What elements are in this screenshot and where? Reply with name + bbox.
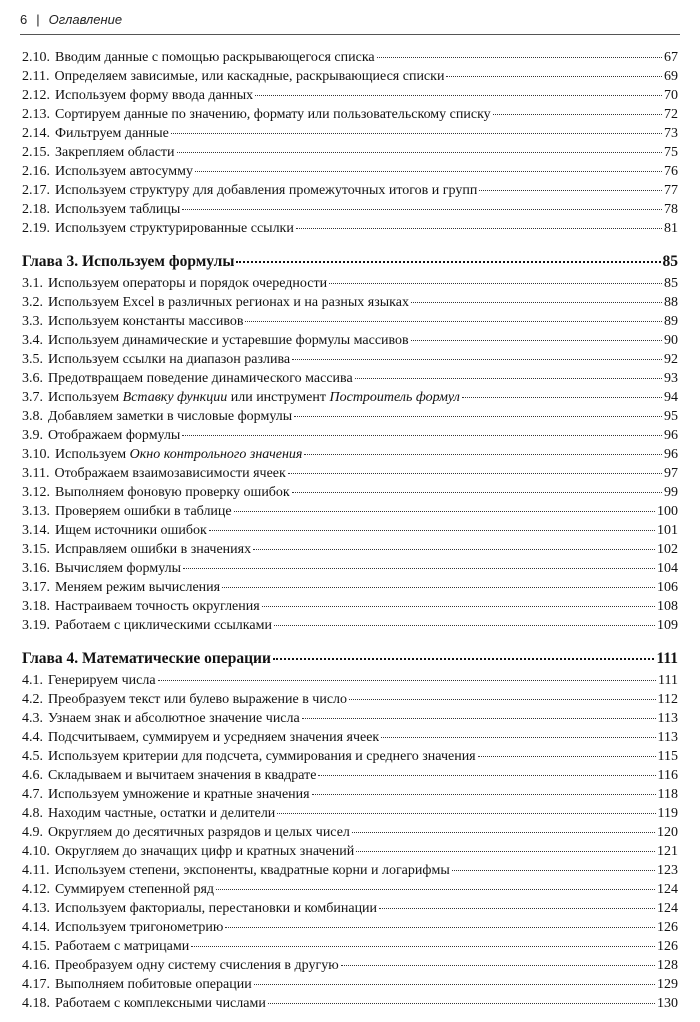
entry-title: Закрепляем области — [55, 145, 175, 160]
page-ref: 96 — [664, 447, 678, 462]
dot-leader — [452, 870, 655, 871]
dot-leader — [234, 511, 655, 512]
page-ref: 123 — [657, 863, 678, 878]
entry-title: Выполняем побитовые операции — [55, 977, 252, 992]
page-ref: 77 — [664, 183, 678, 198]
entry-title: Меняем режим вычисления — [55, 580, 221, 595]
entry-number: 3.6. — [22, 371, 43, 386]
entry-title: Проверяем ошибки в таблице — [55, 504, 232, 519]
toc-entry — [22, 388, 678, 407]
entry-number: 2.15. — [22, 145, 50, 160]
entry-number: 3.12. — [22, 485, 50, 500]
toc-entry — [22, 918, 678, 937]
dot-leader — [411, 302, 662, 303]
chapter-spacer — [22, 635, 678, 647]
entry-number: 3.18. — [22, 599, 50, 614]
toc-entry — [22, 804, 678, 823]
page-ref: 101 — [657, 523, 678, 538]
page-ref: 109 — [657, 618, 678, 633]
entry-number: 2.18. — [22, 202, 50, 217]
entry-number: 3.5. — [22, 352, 43, 367]
entry-title: Используем умножение и кратные значения — [48, 787, 310, 802]
toc-entry — [22, 540, 678, 559]
entry-title: Подсчитываем, суммируем и усредняем значения ячеек — [48, 730, 380, 745]
entry-number: 4.1. — [22, 673, 43, 688]
dot-leader — [273, 658, 655, 660]
toc-entry — [22, 559, 678, 578]
dot-leader — [254, 984, 655, 985]
toc-entry — [22, 766, 678, 785]
toc-entry — [22, 312, 678, 331]
entry-number: 3.11. — [22, 466, 50, 481]
toc-entry — [22, 578, 678, 597]
toc-entry — [22, 483, 678, 502]
entry-number: 3.8. — [22, 409, 43, 424]
dot-leader — [292, 492, 662, 493]
entry-number: 2.19. — [22, 221, 50, 236]
page-number: 6 — [20, 12, 28, 27]
toc-entry — [22, 502, 678, 521]
entry-title: Округляем до десятичных разрядов и целых чисел — [48, 825, 350, 840]
entry-number: 4.16. — [22, 958, 50, 973]
title-fragment: или инструмент — [227, 390, 330, 405]
entry-number: 3.1. — [22, 276, 43, 291]
dot-leader — [236, 261, 660, 263]
entry-number: 3.2. — [22, 295, 43, 310]
toc-entry — [22, 709, 678, 728]
toc-entry — [22, 181, 678, 200]
dot-leader — [209, 530, 655, 531]
dot-leader — [356, 851, 655, 852]
entry-title: Вычисляем формулы — [55, 561, 181, 576]
dot-leader — [462, 397, 662, 398]
entry-title: Используем структурированные ссылки — [55, 221, 294, 236]
page-ref: 95 — [664, 409, 678, 424]
dot-leader — [312, 794, 656, 795]
dot-leader — [292, 359, 662, 360]
dot-leader — [274, 625, 655, 626]
entry-number: 2.10. — [22, 50, 50, 65]
entry-title: Предотвращаем поведение динамического массива — [48, 371, 353, 386]
toc-entry — [22, 994, 678, 1013]
toc-entry — [22, 956, 678, 975]
entry-title: Используем ссылки на диапазон разлива — [48, 352, 291, 367]
italic-term: Построитель формул — [329, 390, 460, 405]
entry-title: Используем Excel в различных регионах и на разных языках — [48, 295, 409, 310]
toc-entry — [22, 86, 678, 105]
dot-leader — [341, 965, 655, 966]
page-ref: 120 — [657, 825, 678, 840]
entry-number: 3.9. — [22, 428, 43, 443]
page-ref: 67 — [664, 50, 678, 65]
toc-entry — [22, 728, 678, 747]
page-ref: 124 — [657, 901, 678, 916]
entry-title: Складываем и вычитаем значения в квадрате — [48, 768, 317, 783]
toc-entry — [22, 143, 678, 162]
page-ref: 96 — [664, 428, 678, 443]
table-of-contents — [22, 48, 678, 1013]
entry-title: Используем таблицы — [55, 202, 181, 217]
toc-entry — [22, 747, 678, 766]
header-separator: | — [36, 12, 40, 27]
entry-number: 3.7. — [22, 390, 43, 405]
entry-title: Используем динамические и устаревшие формулы массивов — [48, 333, 409, 348]
dot-leader — [182, 209, 662, 210]
dot-leader — [294, 416, 662, 417]
entry-title: Настраиваем точность округления — [55, 599, 260, 614]
dot-leader — [288, 473, 662, 474]
entry-title: Узнаем знак и абсолютное значение числа — [48, 711, 300, 726]
entry-number: 4.15. — [22, 939, 50, 954]
entry-number: 4.14. — [22, 920, 50, 935]
entry-title: Отображаем формулы — [48, 428, 181, 443]
entry-title: Работаем с циклическими ссылками — [55, 618, 272, 633]
page-ref: 69 — [664, 69, 678, 84]
entry-title: Работаем с матрицами — [55, 939, 190, 954]
entry-number: 4.7. — [22, 787, 43, 802]
entry-number: 4.5. — [22, 749, 43, 764]
page-ref: 90 — [664, 333, 678, 348]
entry-title — [48, 388, 460, 407]
entry-title: Преобразуем одну систему счисления в другую — [55, 958, 339, 973]
title-fragment: Используем — [55, 447, 130, 462]
entry-number: 3.15. — [22, 542, 50, 557]
dot-leader — [446, 76, 662, 77]
page-ref: 121 — [657, 844, 678, 859]
page-ref: 72 — [664, 107, 678, 122]
entry-number: 4.6. — [22, 768, 43, 783]
page-ref: 118 — [657, 787, 678, 802]
entry-title: Определяем зависимые, или каскадные, раскрывающиеся списки — [54, 69, 445, 84]
entry-title: Округляем до значащих цифр и кратных значений — [55, 844, 355, 859]
entry-title: Фильтруем данные — [55, 126, 169, 141]
entry-number: 4.3. — [22, 711, 43, 726]
entry-title: Используем критерии для подсчета, суммирования и среднего значения — [48, 749, 476, 764]
page-ref: 128 — [657, 958, 678, 973]
entry-title: Генерируем числа — [48, 673, 156, 688]
entry-number: 3.19. — [22, 618, 50, 633]
entry-number: 2.11. — [22, 69, 50, 84]
dot-leader — [183, 568, 655, 569]
entry-title: Глава 3. Используем формулы — [22, 253, 235, 270]
toc-entry — [22, 785, 678, 804]
entry-title: Используем форму ввода данных — [55, 88, 254, 103]
header-rule — [20, 34, 680, 35]
page-ref: 94 — [664, 390, 678, 405]
entry-number: 3.16. — [22, 561, 50, 576]
toc-entry — [22, 350, 678, 369]
page-ref: 70 — [664, 88, 678, 103]
dot-leader — [352, 832, 655, 833]
toc-entry — [22, 407, 678, 426]
page-ref: 126 — [657, 939, 678, 954]
entry-title: Используем константы массивов — [48, 314, 244, 329]
dot-leader — [355, 378, 662, 379]
page-ref: 126 — [657, 920, 678, 935]
page-ref: 113 — [657, 730, 678, 745]
entry-number: 3.10. — [22, 447, 50, 462]
page-ref: 124 — [657, 882, 678, 897]
dot-leader — [479, 190, 662, 191]
dot-leader — [381, 737, 655, 738]
page-ref: 130 — [657, 996, 678, 1011]
page-ref: 81 — [664, 221, 678, 236]
page-ref: 75 — [664, 145, 678, 160]
page-ref: 85 — [662, 253, 678, 270]
entry-number: 4.8. — [22, 806, 43, 821]
dot-leader — [349, 699, 655, 700]
dot-leader — [379, 908, 655, 909]
toc-entry — [22, 823, 678, 842]
toc-entry — [22, 200, 678, 219]
toc-entry — [22, 975, 678, 994]
dot-leader — [302, 718, 656, 719]
page-ref: 78 — [664, 202, 678, 217]
entry-title: Сортируем данные по значению, формату или пользовательскому списку — [55, 107, 491, 122]
entry-number: 3.17. — [22, 580, 50, 595]
toc-entry — [22, 597, 678, 616]
entry-number: 4.2. — [22, 692, 43, 707]
entry-title: Выполняем фоновую проверку ошибок — [55, 485, 290, 500]
toc-entry — [22, 105, 678, 124]
page-ref: 102 — [657, 542, 678, 557]
entry-title: Используем операторы и порядок очередности — [48, 276, 328, 291]
dot-leader — [296, 228, 662, 229]
dot-leader — [268, 1003, 655, 1004]
page-ref: 92 — [664, 352, 678, 367]
dot-leader — [277, 813, 655, 814]
entry-number: 2.17. — [22, 183, 50, 198]
entry-number: 4.17. — [22, 977, 50, 992]
entry-title: Глава 4. Математические операции — [22, 650, 271, 667]
toc-entry — [22, 67, 678, 86]
entry-title: Суммируем степенной ряд — [55, 882, 215, 897]
page-ref: 112 — [657, 692, 678, 707]
page-ref: 108 — [657, 599, 678, 614]
entry-title: Добавляем заметки в числовые формулы — [48, 409, 293, 424]
entry-number: 4.4. — [22, 730, 43, 745]
page-ref: 100 — [657, 504, 678, 519]
entry-title: Вводим данные с помощью раскрывающегося списка — [55, 50, 375, 65]
entry-number: 4.9. — [22, 825, 43, 840]
entry-title — [55, 445, 302, 464]
page-ref: 115 — [657, 749, 678, 764]
toc-entry — [22, 899, 678, 918]
toc-entry — [22, 937, 678, 956]
dot-leader — [262, 606, 655, 607]
toc-entry — [22, 219, 678, 238]
dot-leader — [195, 171, 662, 172]
entry-number: 4.12. — [22, 882, 50, 897]
page-ref: 88 — [664, 295, 678, 310]
dot-leader — [177, 152, 662, 153]
chapter-heading — [22, 647, 678, 671]
chapter-heading — [22, 250, 678, 274]
entry-title: Ищем источники ошибок — [55, 523, 207, 538]
italic-term: Вставку функции — [122, 390, 228, 405]
dot-leader — [225, 927, 655, 928]
entry-title: Преобразуем текст или булево выражение в число — [48, 692, 348, 707]
dot-leader — [304, 454, 662, 455]
toc-entry — [22, 861, 678, 880]
chapter-spacer — [22, 238, 678, 250]
title-fragment: Используем — [48, 390, 123, 405]
page-ref: 76 — [664, 164, 678, 179]
page-ref: 129 — [657, 977, 678, 992]
dot-leader — [191, 946, 655, 947]
toc-entry — [22, 521, 678, 540]
entry-title: Используем автосумму — [55, 164, 193, 179]
toc-entry — [22, 293, 678, 312]
toc-entry — [22, 842, 678, 861]
page-ref: 119 — [657, 806, 678, 821]
entry-number: 3.14. — [22, 523, 50, 538]
entry-title: Работаем с комплексными числами — [55, 996, 266, 1011]
entry-title: Используем тригонометрию — [55, 920, 224, 935]
dot-leader — [377, 57, 662, 58]
entry-number: 2.12. — [22, 88, 50, 103]
dot-leader — [253, 549, 655, 550]
toc-entry — [22, 880, 678, 899]
entry-number: 3.13. — [22, 504, 50, 519]
entry-number: 4.18. — [22, 996, 50, 1011]
dot-leader — [216, 889, 655, 890]
page-ref: 89 — [664, 314, 678, 329]
toc-entry — [22, 331, 678, 350]
dot-leader — [329, 283, 662, 284]
running-title: Оглавление — [48, 12, 123, 27]
entry-title: Исправляем ошибки в значениях — [55, 542, 252, 557]
page-ref: 97 — [664, 466, 678, 481]
dot-leader — [171, 133, 662, 134]
toc-entry — [22, 274, 678, 293]
toc-entry — [22, 671, 678, 690]
dot-leader — [158, 680, 656, 681]
dot-leader — [222, 587, 655, 588]
page-ref: 104 — [657, 561, 678, 576]
entry-number: 4.13. — [22, 901, 50, 916]
toc-entry — [22, 616, 678, 635]
dot-leader — [182, 435, 662, 436]
page-ref: 116 — [657, 768, 678, 783]
entry-number: 4.10. — [22, 844, 50, 859]
entry-number: 2.14. — [22, 126, 50, 141]
dot-leader — [318, 775, 655, 776]
page-ref: 113 — [657, 711, 678, 726]
entry-title: Используем степени, экспоненты, квадратные корни и логарифмы — [54, 863, 450, 878]
toc-entry — [22, 426, 678, 445]
page-ref: 93 — [664, 371, 678, 386]
toc-entry — [22, 369, 678, 388]
toc-entry — [22, 445, 678, 464]
dot-leader — [245, 321, 662, 322]
toc-entry — [22, 48, 678, 67]
entry-title: Отображаем взаимозависимости ячеек — [54, 466, 286, 481]
dot-leader — [478, 756, 656, 757]
entry-number: 3.4. — [22, 333, 43, 348]
toc-entry — [22, 162, 678, 181]
dot-leader — [255, 95, 662, 96]
entry-title: Используем структуру для добавления промежуточных итогов и групп — [55, 183, 478, 198]
entry-number: 4.11. — [22, 863, 50, 878]
page-ref: 111 — [658, 673, 678, 688]
page-ref: 73 — [664, 126, 678, 141]
toc-entry — [22, 124, 678, 143]
toc-entry — [22, 464, 678, 483]
entry-number: 2.13. — [22, 107, 50, 122]
page-ref: 85 — [664, 276, 678, 291]
entry-title: Находим частные, остатки и делители — [48, 806, 276, 821]
page-ref: 111 — [656, 650, 678, 667]
entry-number: 2.16. — [22, 164, 50, 179]
running-header — [20, 12, 680, 27]
entry-number: 3.3. — [22, 314, 43, 329]
dot-leader — [411, 340, 662, 341]
entry-title: Используем факториалы, перестановки и комбинации — [55, 901, 378, 916]
italic-term: Окно контрольного значения — [129, 447, 303, 462]
toc-entry — [22, 690, 678, 709]
dot-leader — [493, 114, 662, 115]
page-ref: 106 — [657, 580, 678, 595]
page-ref: 99 — [664, 485, 678, 500]
